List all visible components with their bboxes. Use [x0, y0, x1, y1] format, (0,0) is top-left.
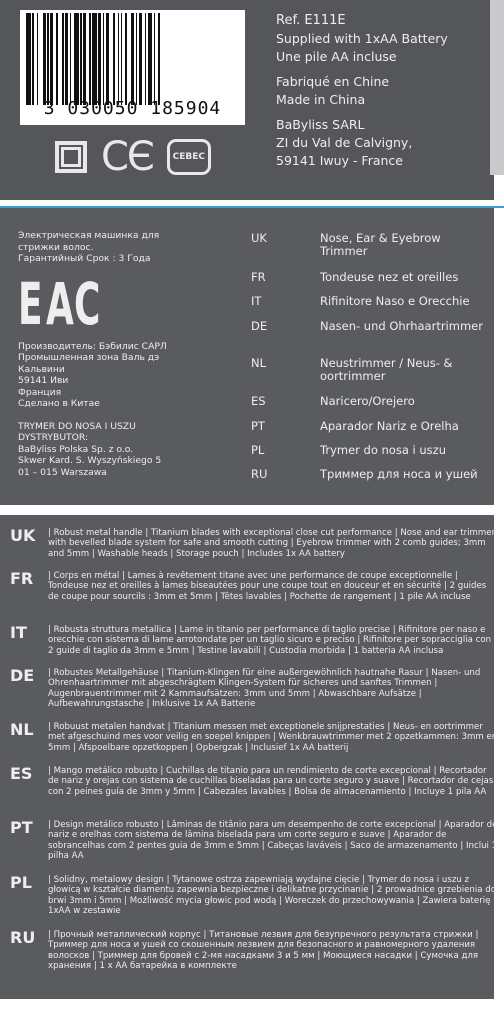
ce-mark-icon: CЄ [101, 134, 153, 180]
ru-maker: Промышленная зона Валь дэ [18, 352, 160, 363]
lang-code: FR [251, 270, 266, 284]
desc-code: FR [10, 569, 34, 588]
desc-text: | Robust metal handle | Titanium blades with exceptional close cut performance | Nose and ear trimmer with bevelled blade system for safe and smooth cutting | Eyebrow trimmer with 2 comb guides; 3mm and 5mm | Washable heads | Storage pouch | Includes 1x AA battery [48, 528, 496, 559]
ru-maker: 59141 Иви [18, 375, 69, 386]
lang-code: PT [251, 419, 265, 433]
desc-code: DE [10, 666, 35, 685]
lang-code: IT [251, 294, 262, 308]
desc-text: | Прочный металлический корпус | Титановые лезвия для безупречного результата стрижки | Триммер для носа и ушей со скошенным лезвием для безопасного и равномерного удаления волосков | Триммер для бровей с 2-мя насадками 3 и 5 мм | Моющиеся насадки | Сумочка для хранения | 1 x АА батарейка в комплекте [48, 930, 479, 971]
ru-maker: Производитель: Бэбилис САРЛ [18, 340, 167, 352]
lang-name: Aparador Nariz e Orelha [320, 419, 459, 433]
desc-text: | Solidny, metalowy design | Tytanowe ostrza zapewniają wydajne cięcie | Trymer do nosa i uszu z głowicą w kształcie diamentu zapewnia bezpieczne i delikatne przycinanie | 2 prowadnice grzebienia do brwi 3mm i 5mm | Możliwość mycia głowic pod wodą | Woreczek do przechowywania | Zawiera baterię 1xAA w zestawie [48, 875, 496, 916]
lang-name: Rifinitore Naso e Orecchie [320, 294, 470, 308]
russian-info [18, 230, 238, 478]
pl-distributor: Skwer Kard. S. Wyszyńskiego 5 [18, 455, 162, 466]
lang-code: DE [251, 319, 268, 333]
address-line-2: 59141 Iwuy - France [276, 153, 403, 168]
lang-name: Trymer do nosa i uszu [320, 443, 446, 457]
edge-shadow [490, 0, 504, 175]
pl-distributor: 01 – 015 Warszawa [18, 466, 107, 478]
desc-text: | Design metálico robusto | Lâminas de titânio para um desempenho de corte excepcional | Aparador de nariz e orelhas com sistema de lâmina biselada para um corte seguro e suave | Aparador de sobrancelhas com 2 pentes guia de 3mm e 5mm | Cabeças laváveis | Saco de armazenamento | Inclui 1 pilha AA [48, 820, 498, 861]
ru-warranty: Гарантийный Срок : 3 Года [18, 253, 151, 264]
made-fr: Fabriqué en Chine [276, 74, 390, 89]
barcode-number: 3 030050 185904 [43, 98, 222, 119]
ru-maker: Сделано в Китае [18, 398, 100, 409]
cebec-mark-icon: CEBEC [167, 139, 211, 175]
lang-code: RU [251, 467, 268, 481]
ru-line: Электрическая машинка для [18, 230, 160, 241]
product-ref: Ref. E111E [276, 13, 346, 28]
desc-text: | Mango metálico robusto | Cuchillas de titanio para un rendimiento de corte excepcional | Recortador de nariz y orejas con sistema de cuchillas biseladas para un corte seguro y suave | Recortador de cejas con 2 peines guía de 3mm y 5mm | Cabezales lavables | Bolsa de almacenamiento | Incluye 1 pila AA [48, 766, 494, 797]
ru-line: стрижки волос. [18, 241, 94, 253]
lang-name: Nasen- und Ohrhaartrimmer [320, 319, 483, 333]
desc-code: UK [10, 526, 36, 545]
middle-panel [0, 208, 494, 505]
desc-code: RU [10, 928, 36, 947]
lang-name: Tondeuse nez et oreilles [320, 270, 459, 284]
lang-code: ES [251, 394, 266, 408]
pl-distributor: DYSTRYBUTOR: [18, 432, 89, 443]
ru-maker: Франция [18, 386, 62, 398]
double-insulation-icon [55, 141, 87, 173]
desc-code: IT [10, 623, 27, 642]
lang-code: NL [251, 356, 267, 370]
product-info [276, 12, 491, 170]
desc-code: NL [10, 720, 34, 739]
desc-text: | Robuust metalen handvat | Titanium messen met exceptionele snijprestaties | Neus- en oortrimmer met afgeschuind mes voor veilig en soepel knippen | Wenkbrauwtrimmer met 2 opzetkammen: 3mm en 5mm | Afspoelbare opzetkoppen | Opbergzak | Inclusief 1x AA batterij [48, 722, 498, 753]
lang-code: PL [251, 443, 265, 457]
desc-code: ES [10, 764, 33, 783]
certification-marks [55, 135, 211, 179]
desc-text: | Corps en métal | Lames à revêtement titane avec une performance de coupe exceptionnelle | Tondeuse nez et oreilles à lames biseautées pour une coupe tout en douceur et en sécurité | 2 guides de coupe pour sourcils : 3mm et 5mm | Têtes lavables | Pochette de rangement | 1 pile AA incluse [48, 571, 487, 602]
barcode [20, 10, 245, 125]
pl-distributor: BaByliss Polska Sp. z o.o. [18, 443, 134, 455]
ru-maker: Кальвини [18, 363, 65, 375]
address-line-1: ZI du Val de Calvigny, [276, 135, 413, 150]
desc-text: | Robusta struttura metallica | Lame in titanio per performance di taglio precise | Rifinitore per naso e orecchie con sistema di lame arrotondate per un taglio sicuro e preciso | Rifinitore per sopracciglia con 2 guide di taglio da 3mm e 5mm | Testine lavabili | Custodia morbida | 1 batteria AA inclusa [48, 625, 492, 656]
battery-en: Supplied with 1xAA Battery [276, 31, 448, 46]
bottom-panel [0, 515, 498, 999]
made-en: Made in China [276, 92, 366, 107]
barcode-bar [160, 13, 163, 105]
lang-name: Naricero/Orejero [320, 394, 415, 408]
barcode-bars [26, 13, 239, 105]
battery-fr: Une pile AA incluse [276, 49, 397, 64]
desc-text: | Robustes Metallgehäuse | Titanium-Klingen für eine außergewöhnlich hautnahe Rasur | Nasen- und Ohrenhaartrimmer mit abgeschrägtem Klingen-System für sicheres und sanftes Trimmen | Augenbrauentrimmer mit 2 Kammaufsätzen: 3mm und 5mm | Abwaschbare Aufsätze | Aufbewahrungstasche | Inklusive 1x AA Batterie [48, 668, 481, 709]
lang-name: Neustrimmer / Neus- & oortrimmer [320, 356, 453, 383]
lang-code: UK [251, 231, 267, 245]
lang-name: Nose, Ear & Eyebrow Trimmer [320, 231, 441, 258]
pl-distributor: TRYMER DO NOSA I USZU [18, 420, 136, 432]
lang-name: Триммер для носа и ушей [320, 467, 478, 481]
eac-mark-icon: E A C [18, 269, 101, 338]
desc-code: PT [10, 818, 33, 837]
top-panel [0, 0, 494, 200]
company-name: BaByliss SARL [276, 117, 365, 132]
desc-code: PL [10, 873, 32, 892]
language-names [251, 232, 491, 496]
